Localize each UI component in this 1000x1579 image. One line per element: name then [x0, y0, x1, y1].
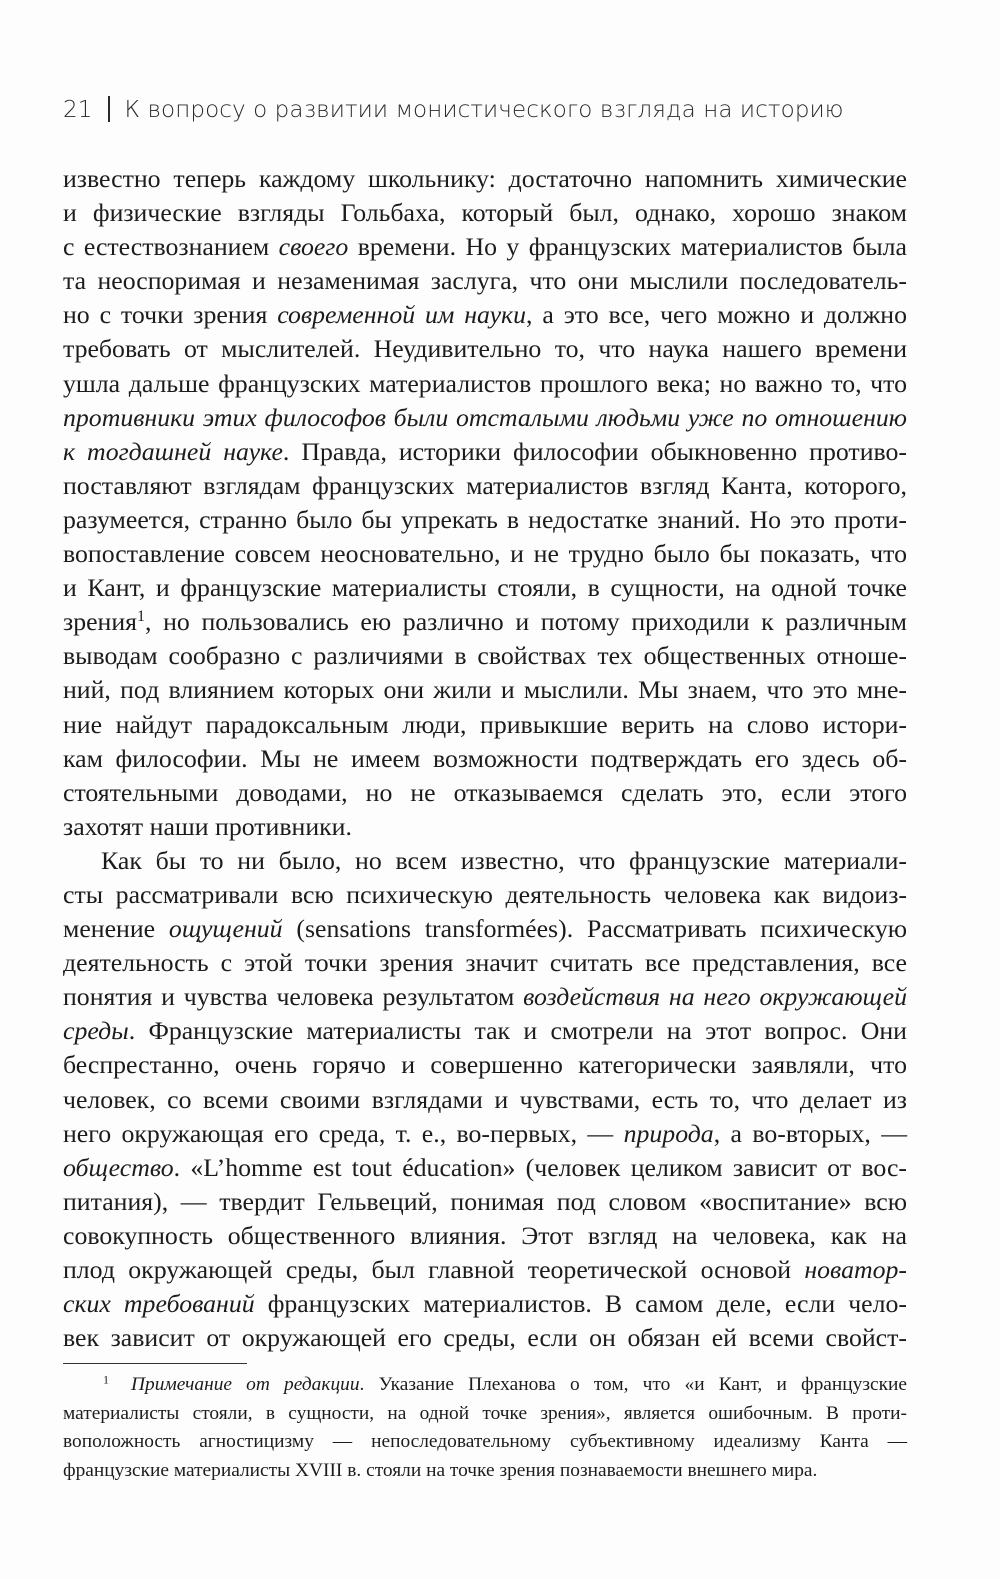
- text-line: человек, со всеми своими взглядами и чувствами, есть то, что делает из: [63, 1084, 907, 1114]
- text-line: совокупность общественного влияния. Этот взгляд на человека, как на: [63, 1220, 907, 1250]
- footnote: [63, 1371, 907, 1485]
- footnote-reference[interactable]: 1: [137, 608, 146, 626]
- text-line: кам философии. Мы не имеем возможности подтверждать его здесь об-: [63, 743, 907, 773]
- text-line: общество. «L’homme est tout éducation» (человек целиком зависит от вос-: [63, 1152, 907, 1182]
- running-head-title: К вопросу о развитии монистического взгляда на историю: [124, 97, 844, 123]
- emphasis: ских требований: [63, 1289, 255, 1319]
- text-line: менение ощущений (sensations transformées). Рассматривать психическую: [63, 914, 907, 944]
- text-line: поставляют взглядам французских материалистов взгляд Канта, которого,: [63, 470, 907, 500]
- emphasis: своего: [278, 232, 349, 262]
- text-line: к тогдашней науке. Правда, историки философии обыкновенно противо-: [63, 436, 908, 466]
- text-line: плод окружающей среды, был главной теоретической основой новатор-: [63, 1255, 907, 1284]
- text-line: разумеется, странно было бы упрекать в недостатке знаний. Но это проти-: [63, 504, 907, 534]
- running-head-divider: [108, 96, 110, 122]
- emphasis: новатор-: [804, 1255, 907, 1284]
- footnote-line: воположность агностицизму — непоследовательному субъективному идеализму Канта —: [63, 1431, 907, 1452]
- page-number: 21: [63, 97, 93, 123]
- text-line: выводам сообразно с различиями в свойствах тех общественных отноше-: [63, 641, 907, 671]
- emphasis: противники этих философов были отсталыми людьми уже по отношению: [63, 402, 907, 432]
- emphasis: воздействия на него окружающей: [523, 982, 907, 1012]
- footnote-marker: 1: [103, 1372, 110, 1387]
- emphasis: общество: [63, 1152, 174, 1182]
- text-line: зрения$^1$, но пользовались ею различно и потому приходили к различным: [63, 607, 907, 637]
- text-line: сты рассматривали всю психическую деятельность человека как видоиз-: [63, 879, 907, 909]
- text-line: требовать от мыслителей. Неудивительно то, что наука нашего времени: [63, 334, 907, 364]
- text-line: ний, под влиянием которых они жили и мыслили. Мы знаем, что это мне-: [63, 675, 907, 705]
- footnote-line: $^1$ Примечание от редакции. Указание Плеханова о том, что «и Кант, и французские: [103, 1372, 907, 1395]
- emphasis: ощущений: [168, 914, 283, 944]
- text-line: среды. Французские материалисты так и смотрели на этот вопрос. Они: [63, 1016, 907, 1046]
- text-line: и физические взгляды Гольбаха, который был, однако, хорошо знаком: [63, 198, 907, 228]
- body-text: [63, 162, 907, 1355]
- text-line: ние найдут парадоксальным люди, привыкшие верить на слово истори-: [63, 709, 907, 739]
- running-head: [63, 96, 943, 123]
- text-line: него окружающая его среда, т. е., во-первых, — природа, а во-вторых, —: [63, 1118, 907, 1148]
- text-line: понятия и чувства человека результатом воздействия на него окружающей: [63, 982, 907, 1012]
- text-line: стоятельными доводами, но не отказываемся сделать это, если этого: [63, 777, 907, 807]
- text-line: век зависит от окружающей его среды, если он обязан ей всеми свойст-: [63, 1323, 907, 1353]
- footnote-line: материалисты стояли, в сущности, на одной точке зрения», является ошибочным. В проти-: [63, 1402, 907, 1424]
- text-line: и Кант, и французские материалисты стояли, в сущности, на одной точке: [63, 573, 907, 603]
- text-line: беспрестанно, очень горячо и совершенно категорически заявляли, что: [63, 1050, 907, 1080]
- text-line: питания), — твердит Гельвеций, понимая под словом «воспитание» всю: [63, 1186, 907, 1216]
- emphasis: современной им науки: [277, 300, 527, 330]
- emphasis: Примечание от редакции: [131, 1374, 360, 1395]
- text-line: ушла дальше французских материалистов прошлого века; но важно то, что: [63, 368, 907, 398]
- text-line: ских требований французских материалистов. В самом деле, если чело-: [63, 1289, 907, 1319]
- text-line: [63, 401, 907, 435]
- text-line: известно теперь каждому школьнику: достаточно напомнить химические: [63, 164, 907, 193]
- emphasis: к тогдашней науке: [63, 436, 283, 466]
- footnote-line: французские материалисты XVIII в. стояли на точке зрения познаваемости внешнего мира.: [63, 1459, 818, 1481]
- text-line: с естествознанием своего времени. Но у французских материалистов была: [63, 232, 907, 262]
- emphasis: среды: [63, 1016, 129, 1046]
- text-line: захотят наши противники.: [63, 811, 352, 841]
- emphasis: природа: [623, 1118, 714, 1148]
- footnote-separator: [63, 1363, 247, 1364]
- text-line: Как бы то ни было, но всем известно, что французские материали-: [101, 845, 907, 875]
- text-line: та неоспоримая и незаменимая заслуга, что они мыслили последователь-: [63, 266, 907, 296]
- text-line: деятельность с этой точки зрения значит считать все представления, все: [63, 948, 907, 978]
- text-line: вопоставление совсем неосновательно, и не трудно было бы показать, что: [63, 539, 907, 569]
- text-line: но с точки зрения современной им науки, а это все, чего можно и должно: [63, 300, 907, 330]
